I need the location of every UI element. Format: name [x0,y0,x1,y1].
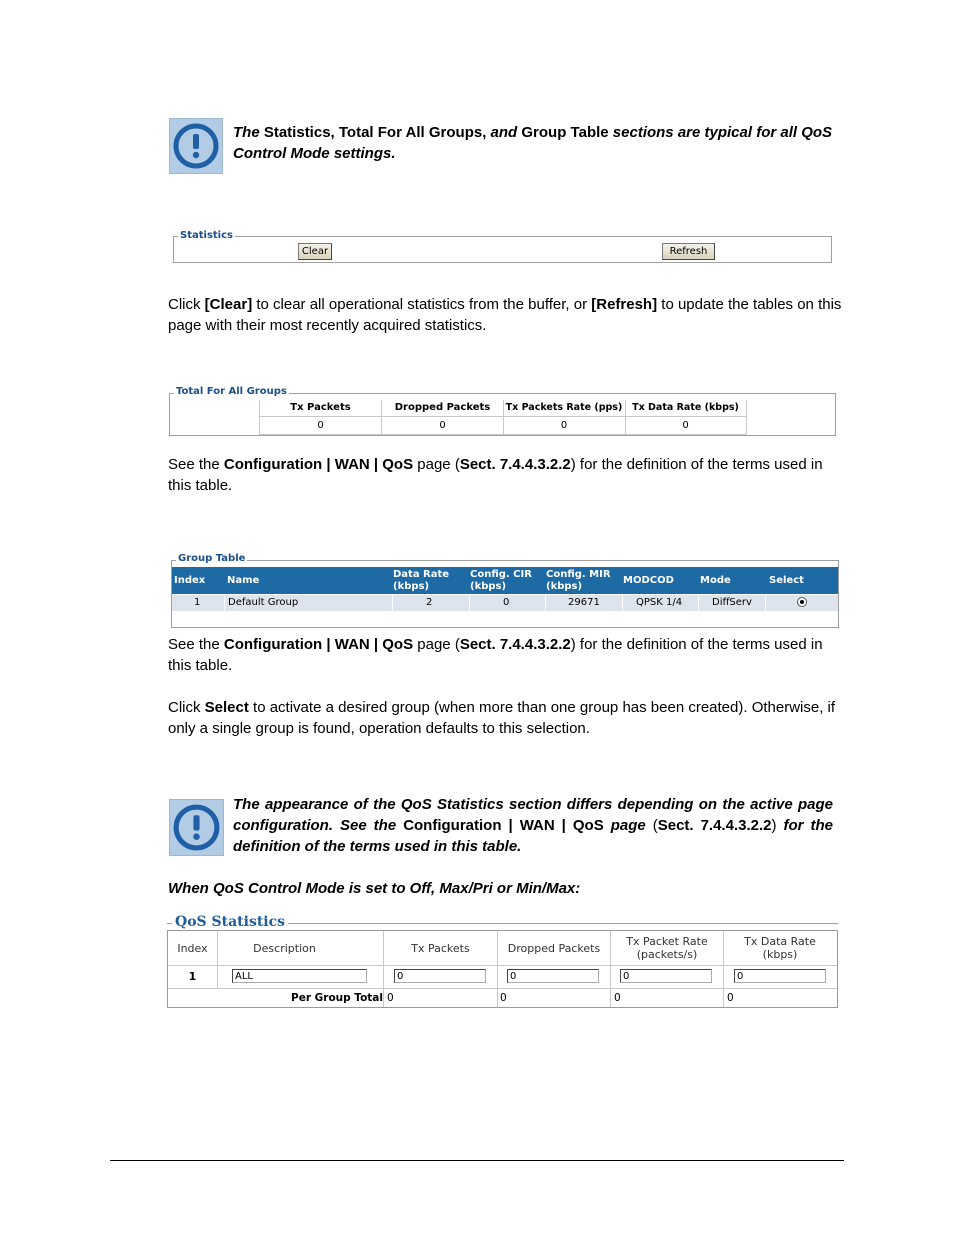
exclamation-icon [170,119,222,173]
definition-paragraph-2: See the Configuration | WAN | QoS page (Sect. 7.4.4.3.2.2) for the definition of the terms used in this table. [168,636,823,674]
note-text-2: The appearance of the QoS Statistics section differs depending on the active page configuration. See the Configuration | WAN | QoS page (Sect. 7.4.4.3.2.2) for the definition of the terms used in this table. [233,796,833,855]
qos-header-tx-packets: Tx Packets [411,942,470,955]
footer-rule [110,1160,844,1161]
select-radio-dot [800,600,804,604]
qos-row-index: 1 [188,970,197,983]
select-paragraph: Click Select to activate a desired group (when more than one group has been created). Otherwise, if only a single group is found, operation defaults to this selection. [168,699,836,737]
qos-col-line [610,931,611,1007]
clear-button[interactable]: Clear [298,243,332,260]
total-legend: Total For All Groups [176,386,287,397]
clear-refresh-paragraph: Click [Clear] to clear all operational statistics from the buffer, or [Refresh] to update the tables on this page with their most recently acquired statistics. [168,296,842,334]
total-value-tx-data-rate: 0 [682,420,689,431]
total-header-tx-data-rate: Tx Data Rate (kbps) [632,402,739,413]
group-col-line [469,595,470,611]
group-header-config-cir: Config. CIR (kbps) [470,569,532,592]
group-table-row [172,595,838,611]
group-header-select: Select [769,575,804,586]
group-row-index: 1 [194,597,201,608]
total-header-dropped-packets: Dropped Packets [394,402,491,413]
group-row-modcod: QPSK 1/4 [636,597,683,608]
dropped-packets-input[interactable]: 0 [507,969,599,983]
tx-packet-rate-input[interactable]: 0 [620,969,712,983]
total-header-tx-packets-rate: Tx Packets Rate (pps) [505,402,623,413]
qos-header-tx-data-rate: Tx Data Rate (kbps) [744,935,816,961]
qos-col-line [217,931,218,989]
group-col-line [392,595,393,611]
group-col-line [545,595,546,611]
qos-col-line [723,931,724,1007]
total-tx-packet-rate: 0 [614,992,621,1004]
tx-packets-input[interactable]: 0 [394,969,486,983]
group-table-header [172,567,838,594]
group-col-line [698,595,699,611]
qos-header-line [168,965,837,966]
group-row-config-cir: 0 [503,597,510,608]
group-row-data-rate: 2 [426,597,433,608]
qos-header-index: Index [177,942,208,955]
group-row-mode: DiffServ [712,597,752,608]
group-header-index: Index [174,575,206,586]
exclamation-icon [170,800,223,855]
qos-row-line [168,988,837,989]
statistics-legend: Statistics [180,230,233,241]
group-header-name: Name [227,575,260,586]
description-input[interactable]: ALL [232,969,367,983]
group-table-legend: Group Table [178,553,246,564]
group-header-modcod: MODCOD [623,575,674,586]
group-header-config-mir: Config. MIR (kbps) [546,569,611,592]
statistics-panel [173,236,832,263]
group-col-line [765,595,766,611]
total-header-tx-packets: Tx Packets [290,402,351,413]
total-tx-packets: 0 [387,992,394,1004]
total-value-tx-packets-rate: 0 [560,420,568,431]
group-row-config-mir: 29671 [568,597,600,608]
per-group-total-label: Per Group Total [291,992,383,1004]
group-header-data-rate: Data Rate (kbps) [393,569,450,592]
qos-statistics-legend: QoS Statistics [172,914,288,930]
select-radio[interactable] [797,597,807,607]
qos-header-description: Description [253,942,316,955]
group-col-line [622,595,623,611]
qos-header-dropped-packets: Dropped Packets [507,942,601,955]
total-value-dropped-packets: 0 [439,420,446,431]
total-tx-data-rate: 0 [727,992,734,1004]
note-icon-2 [169,799,224,856]
total-col-line [746,400,747,435]
total-dropped-packets: 0 [500,992,507,1004]
refresh-button[interactable]: Refresh [662,243,715,260]
group-row-name: Default Group [228,597,299,608]
total-value-tx-packets: 0 [317,420,324,431]
note-icon [169,118,223,174]
tx-data-rate-input[interactable]: 0 [734,969,826,983]
definition-paragraph: See the Configuration | WAN | QoS page (Sect. 7.4.4.3.2.2) for the definition of the terms used in this table. [168,456,823,494]
group-col-line [224,595,225,611]
qos-header-tx-packet-rate: Tx Packet Rate (packets/s) [626,935,708,961]
group-header-mode: Mode [700,575,731,586]
mode-heading: When QoS Control Mode is set to Off, Max/Pri or Min/Max: [168,880,581,897]
note-text: The Statistics, Total For All Groups, and Group Table sections are typical for all QoS Control Mode settings. [233,124,833,162]
